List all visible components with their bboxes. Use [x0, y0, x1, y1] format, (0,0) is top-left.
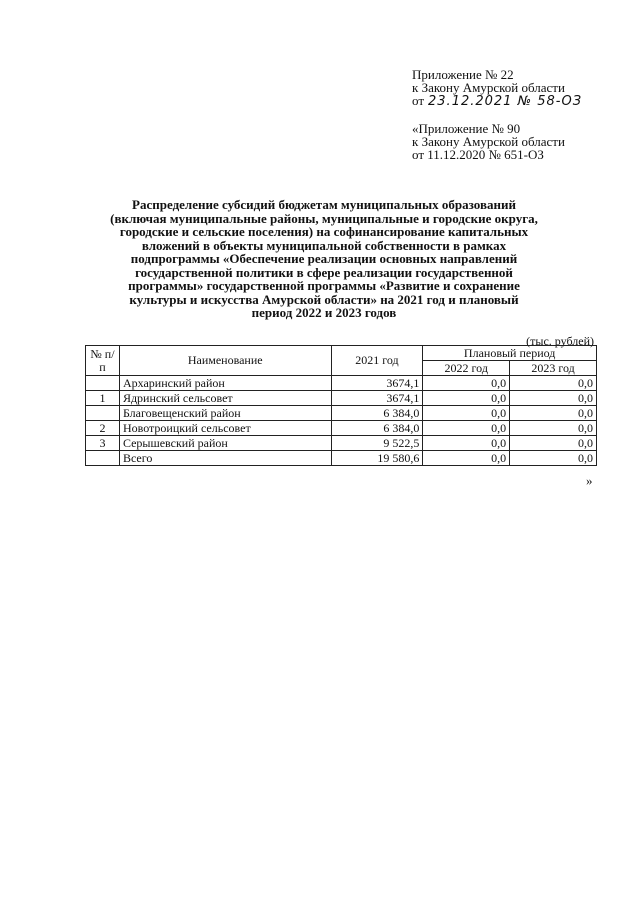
row-name: Архаринский район — [119, 376, 331, 391]
row-number: 2 — [86, 421, 120, 436]
units-label: (тыс. рублей) — [526, 334, 594, 348]
value-2022: 0,0 — [423, 391, 510, 406]
value-2023: 0,0 — [510, 406, 597, 421]
table-header-row — [86, 346, 597, 361]
appendix-date-old: от 11.12.2020 № 651-ОЗ — [412, 147, 544, 162]
value-2021: 19 580,6 — [331, 451, 423, 466]
value-2021: 3674,1 — [331, 376, 423, 391]
row-number: 3 — [86, 436, 120, 451]
header-2023: 2023 год — [510, 361, 597, 376]
table-row — [86, 436, 597, 451]
appendix-date-prefix: от — [412, 93, 425, 108]
document-title — [90, 198, 558, 320]
subsidy-table — [85, 345, 597, 466]
header-name: Наименование — [119, 346, 331, 376]
title-line: подпрограммы «Обеспечение реализации основных направлений — [130, 251, 518, 266]
title-line: Распределение субсидий бюджетам муниципальных образований — [132, 197, 516, 212]
table-row — [86, 421, 597, 436]
row-name: Всего — [119, 451, 331, 466]
title-line: (включая муниципальные районы, муниципальные и городские округа, — [110, 210, 538, 226]
appendix-header-new — [412, 68, 582, 108]
handwritten-date-number: 23.12.2021 № 58-ОЗ — [428, 94, 583, 109]
title-line: культуры и искусства Амурской области» на 2021 год и плановый — [129, 291, 519, 307]
title-line: городские и сельские поселения) на софинансирование капитальных — [119, 224, 529, 239]
table-row — [86, 406, 597, 421]
row-name: Новотроицкий сельсовет — [119, 421, 331, 436]
title-line: период 2022 и 2023 годов — [251, 305, 397, 320]
appendix-header-old — [412, 122, 565, 161]
value-2022: 0,0 — [423, 406, 510, 421]
row-name: Ядринский сельсовет — [119, 391, 331, 406]
row-name: Благовещенский район — [119, 406, 331, 421]
value-2021: 3674,1 — [331, 391, 423, 406]
value-2023: 0,0 — [510, 391, 597, 406]
value-2023: 0,0 — [510, 451, 597, 466]
header-num: № п/п — [86, 346, 120, 376]
value-2023: 0,0 — [510, 421, 597, 436]
title-line: государственной политики в сфере реализации государственной — [135, 264, 513, 280]
header-2021: 2021 год — [331, 346, 423, 376]
table-row — [86, 376, 597, 391]
appendix-number: Приложение № 22 — [412, 67, 514, 82]
value-2023: 0,0 — [510, 436, 597, 451]
value-2021: 6 384,0 — [331, 421, 423, 436]
value-2022: 0,0 — [423, 421, 510, 436]
appendix-number-old: «Приложение № 90 — [412, 121, 521, 136]
row-number — [86, 406, 120, 421]
header-2022: 2022 год — [423, 361, 510, 376]
row-number — [86, 376, 120, 391]
appendix-date-line — [412, 94, 582, 108]
appendix-law-reference-old: к Закону Амурской области — [412, 134, 565, 149]
value-2022: 0,0 — [423, 451, 510, 466]
appendix-law-reference: к Закону Амурской области — [412, 80, 565, 95]
header-plan-period: Плановый период — [423, 346, 597, 361]
value-2021: 9 522,5 — [331, 436, 423, 451]
value-2021: 6 384,0 — [331, 406, 423, 421]
table-body — [86, 376, 597, 466]
title-line: вложений в объекты муниципальной собственности в рамках — [141, 237, 507, 253]
value-2022: 0,0 — [423, 436, 510, 451]
table-row — [86, 451, 597, 466]
table-row — [86, 391, 597, 406]
value-2022: 0,0 — [423, 376, 510, 391]
row-number: 1 — [86, 391, 120, 406]
title-line: программы» государственной программы «Развитие и сохранение — [128, 278, 520, 293]
value-2023: 0,0 — [510, 376, 597, 391]
row-name: Серышевский район — [119, 436, 331, 451]
row-number — [86, 451, 120, 466]
closing-quote: » — [586, 473, 593, 488]
